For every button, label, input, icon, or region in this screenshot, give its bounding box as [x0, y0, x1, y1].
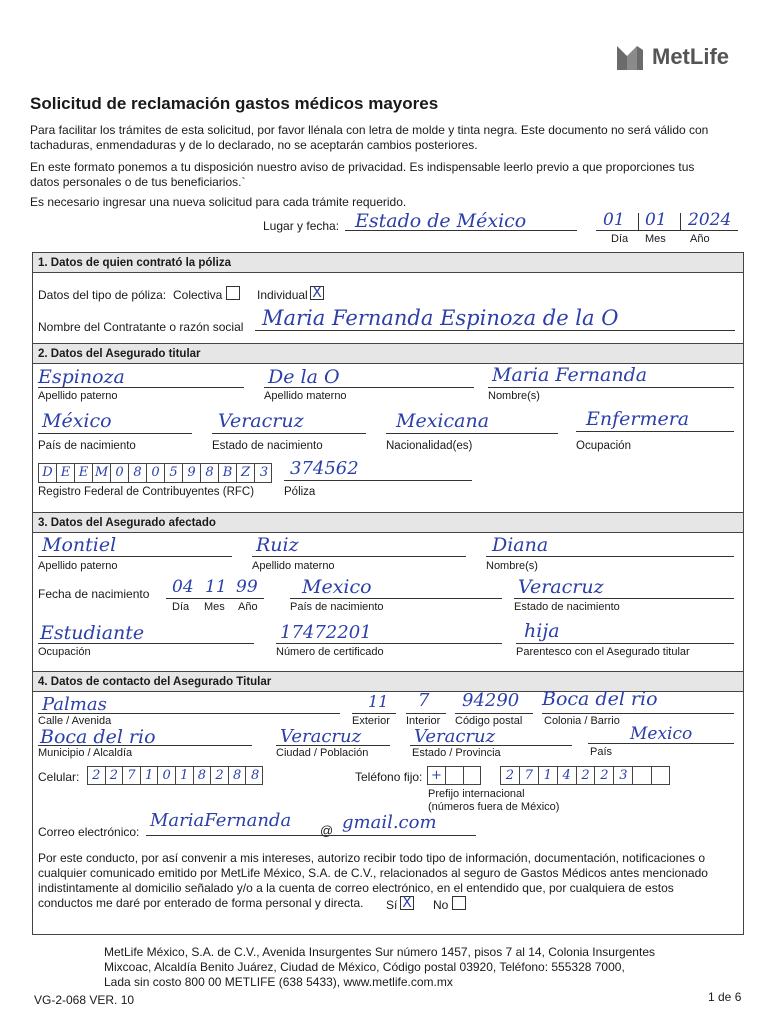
consent-yes-label: Sí [386, 898, 398, 912]
cell-boxes-cell: 8 [229, 767, 247, 784]
s3-relationship-value: hija [524, 620, 560, 642]
cell-boxes-cell: 2 [211, 767, 229, 784]
cell-boxes[interactable] [87, 766, 263, 785]
date-year: 2024 [688, 210, 732, 230]
s2-nationality-line [386, 433, 558, 434]
rfc-boxes-cell: 5 [165, 464, 183, 482]
s3-birth-country-label: País de nacimiento [290, 601, 384, 613]
s3-certificate-line [276, 643, 502, 644]
contractor-name-line [255, 330, 735, 331]
s4-country-value: Mexico [630, 724, 693, 744]
s3-relationship-line [516, 643, 734, 644]
date-year-label: Año [690, 233, 710, 245]
cell-boxes-cell: 0 [158, 767, 176, 784]
s4-city-line [276, 745, 390, 746]
email-label: Correo electrónico: [38, 825, 140, 839]
phone-boxes-cell [652, 767, 671, 784]
s2-occupation-line [576, 431, 734, 432]
date-month: 01 [645, 210, 667, 230]
individual-label: Individual [257, 288, 308, 302]
s2-names-label: Nombre(s) [488, 390, 540, 402]
policy-type-label: Datos del tipo de póliza: [38, 288, 167, 302]
s3-dob-day: 04 [172, 577, 194, 597]
metlife-logo-mark-icon [615, 42, 645, 72]
place-line [345, 230, 577, 231]
phone-boxes-cell: 2 [596, 767, 615, 784]
email-line [146, 835, 476, 836]
page-title: Solicitud de reclamación gastos médicos mayores [30, 94, 439, 113]
s4-city-value: Veracruz [280, 726, 362, 747]
s4-street-line [38, 713, 340, 714]
prefix-note: (números fuera de México) [428, 801, 560, 813]
intro-paragraph-1: Para facilitar los trámites de esta solicitud, por favor llénala con letra de molde y tinta negra. Este documento no será válido con tachaduras, enmendaduras y de lo declarado, no se aceptarán cambios posteriores. [30, 123, 709, 152]
metlife-logo [615, 42, 745, 72]
footer-line-2: Mixcoac, Alcaldía Benito Juárez, Ciudad de México, Código postal 03920, Teléfono: 555328 7000, [104, 960, 625, 974]
s3-paternal-value: Montiel [42, 534, 117, 556]
section-3-header: 3. Datos del Asegurado afectado [33, 513, 743, 533]
s2-names-value: Maria Fernanda [492, 364, 648, 386]
s4-street-value: Palmas [42, 694, 107, 715]
date-divider-2 [680, 213, 681, 230]
consent-text: Por este conducto, por así convenir a mis intereses, autorizo recibir todo tipo de información, documentación, notificaciones o cualquier comunicado emitido por MetLife México, S.A. de C.V., relacionados al seguro de Gastos Médicos antes mencionado indistintamente al domicilio señalado y/o a la cuenta de correo electrónico, en el entendido que, por cualquiera de estos conductos me daré por enterado de forma personal y directa. [38, 851, 708, 910]
rfc-boxes-cell: M [93, 464, 111, 482]
s3-birth-state-line [514, 598, 734, 599]
date-day: 01 [603, 210, 625, 230]
s4-country-label: País [590, 746, 613, 758]
s3-certificate-value: 17472201 [280, 622, 372, 643]
phone-label: Teléfono fijo: [355, 770, 423, 784]
rfc-boxes-cell: 9 [183, 464, 201, 482]
s2-policy-value: 374562 [290, 458, 359, 479]
s4-colony-line [542, 713, 734, 714]
s3-dob-month-label: Mes [204, 601, 225, 613]
contractor-name-value: Maria Fernanda Espinoza de la O [262, 306, 619, 330]
rfc-boxes-cell: E [57, 464, 75, 482]
s2-nationality-value: Mexicana [396, 410, 490, 432]
collective-label: Colectiva [173, 288, 223, 302]
s3-certificate-label: Número de certificado [276, 646, 384, 658]
rfc-boxes[interactable] [38, 463, 272, 483]
s3-maternal-label: Apellido materno [252, 560, 335, 572]
phone-boxes[interactable] [500, 766, 670, 785]
email-at: @ [320, 823, 334, 838]
s3-names-value: Diana [492, 534, 549, 556]
s4-municipality-value: Boca del rio [40, 726, 156, 748]
cell-boxes-cell: 1 [176, 767, 194, 784]
s4-street-label: Calle / Avenida [38, 715, 112, 727]
s2-names-line [488, 387, 734, 388]
phone-prefix-box[interactable] [427, 766, 481, 785]
s2-paternal-line [38, 387, 244, 388]
date-divider-1 [638, 213, 639, 230]
s2-birth-country-label: País de nacimiento [38, 440, 136, 452]
consent-yes-checkbox[interactable]: X [400, 896, 414, 910]
intro-paragraph-2: En este formato ponemos a tu disposición nuestro aviso de privacidad. Es indispensable leerlo previo a que proporciones tus datos personales o de tus beneficiarios.` [30, 160, 695, 189]
s2-nationality-label: Nacionalidad(es) [386, 440, 473, 452]
page-number: 1 de 6 [708, 990, 742, 1004]
rfc-boxes-cell: 0 [147, 464, 165, 482]
s2-birth-state-value: Veracruz [218, 410, 304, 432]
s3-relationship-label: Parentesco con el Asegurado titular [516, 646, 690, 658]
place-date-label: Lugar y fecha: [263, 219, 340, 233]
s3-dob-label: Fecha de nacimiento [38, 587, 150, 601]
s2-occupation-label: Ocupación [576, 440, 631, 452]
consent-no-checkbox[interactable] [452, 896, 466, 910]
s2-maternal-label: Apellido materno [264, 390, 347, 402]
s4-colony-label: Colonia / Barrio [544, 715, 620, 727]
cell-boxes-cell: 2 [88, 767, 106, 784]
footer-line-1: MetLife México, S.A. de C.V., Avenida Insurgentes Sur número 1457, pisos 7 al 14, Colonia Insurgentes [104, 945, 655, 959]
s3-birth-state-label: Estado de nacimiento [514, 601, 620, 613]
prefix-label: Prefijo internacional [428, 788, 525, 800]
email-user-value: MariaFernanda [150, 810, 292, 831]
s3-paternal-label: Apellido paterno [38, 560, 118, 572]
s3-dob-year-label: Año [238, 601, 258, 613]
s3-paternal-line [38, 556, 232, 557]
s3-birth-state-value: Veracruz [518, 576, 604, 598]
s4-colony-value: Boca del rio [542, 688, 658, 710]
s2-maternal-value: De la O [268, 366, 340, 388]
rfc-boxes-cell: 0 [111, 464, 129, 482]
rfc-boxes-cell: Z [237, 464, 255, 482]
phone-boxes-cell: 2 [577, 767, 596, 784]
s2-birth-state-line [212, 433, 366, 434]
s3-dob-year: 99 [236, 577, 258, 597]
date-line [596, 230, 738, 231]
cell-boxes-cell: 1 [141, 767, 159, 784]
section-4-header: 4. Datos de contacto del Asegurado Titular [33, 672, 743, 692]
place-value: Estado de México [355, 210, 527, 232]
individual-checkbox[interactable]: X [310, 286, 324, 300]
email-domain-value: gmail.com [342, 812, 437, 833]
rfc-boxes-cell: E [75, 464, 93, 482]
s3-names-line [486, 556, 734, 557]
cell-boxes-cell: 8 [194, 767, 212, 784]
s3-names-label: Nombre(s) [486, 560, 538, 572]
s2-maternal-line [264, 387, 474, 388]
s4-city-label: Ciudad / Población [276, 747, 369, 759]
collective-checkbox[interactable] [226, 286, 240, 300]
cell-boxes-cell: 2 [106, 767, 124, 784]
consent-no-label: No [433, 898, 449, 912]
s4-municipality-label: Municipio / Alcaldía [38, 747, 133, 759]
s4-country-line [588, 743, 734, 744]
rfc-label: Registro Federal de Contribuyentes (RFC) [38, 486, 255, 498]
s4-int-line [406, 713, 446, 714]
s2-birth-country-value: México [42, 410, 112, 432]
phone-prefix-cell: + [428, 767, 446, 784]
s3-dob-line [166, 598, 264, 599]
s3-dob-day-label: Día [172, 601, 190, 613]
s3-maternal-value: Ruiz [256, 534, 299, 556]
cell-boxes-cell: 8 [251, 768, 260, 783]
rfc-boxes-cell: D [39, 464, 57, 482]
date-month-label: Mes [645, 233, 666, 245]
phone-boxes-cell: 4 [558, 767, 577, 784]
s2-paternal-label: Apellido paterno [38, 390, 118, 402]
s4-ext-label: Exterior [352, 715, 390, 727]
s4-state-line [410, 745, 572, 746]
s4-ext-line [352, 713, 396, 714]
section-1-header: 1. Datos de quien contrató la póliza [33, 253, 743, 273]
s3-occupation-label: Ocupación [38, 646, 91, 658]
intro-paragraph-3: Es necesario ingresar una nueva solicitud para cada trámite requerido. [30, 195, 407, 209]
phone-boxes-cell [633, 767, 652, 784]
phone-boxes-cell: 1 [539, 767, 558, 784]
s4-municipality-line [38, 745, 252, 746]
s4-int-value: 7 [418, 690, 430, 711]
s4-state-value: Veracruz [414, 726, 496, 747]
s3-occupation-line [38, 643, 254, 644]
date-day-label: Día [611, 233, 629, 245]
metlife-logo-text: MetLife [652, 44, 729, 69]
s2-birth-state-label: Estado de nacimiento [212, 440, 323, 452]
rfc-boxes-cell: 8 [201, 464, 219, 482]
s3-birth-country-value: Mexico [302, 576, 372, 598]
phone-boxes-cell: 7 [520, 767, 539, 784]
rfc-boxes-cell: B [219, 464, 237, 482]
s2-birth-country-line [38, 433, 192, 434]
s4-int-label: Interior [406, 715, 441, 727]
contractor-name-label: Nombre del Contratante o razón social [38, 320, 244, 334]
s2-occupation-value: Enfermera [586, 408, 690, 430]
cell-boxes-cell: 7 [123, 767, 141, 784]
s3-occupation-value: Estudiante [40, 622, 145, 644]
cell-label: Celular: [38, 770, 80, 784]
s2-policy-label: Póliza [284, 486, 316, 498]
s4-state-label: Estado / Provincia [412, 747, 501, 759]
footer-line-3: Lada sin costo 800 00 METLIFE (638 5433), www.metlife.com.mx [104, 975, 453, 989]
s2-policy-line [284, 480, 472, 481]
s3-dob-month: 11 [205, 577, 227, 597]
rfc-boxes-cell: 3 [259, 465, 269, 480]
s2-paternal-value: Espinoza [38, 366, 125, 388]
phone-prefix-cell-2 [446, 767, 464, 784]
s4-zip-line [455, 713, 533, 714]
phone-boxes-cell: 2 [501, 767, 520, 784]
s3-birth-country-line [290, 598, 502, 599]
s3-maternal-line [252, 556, 466, 557]
s4-zip-value: 94290 [462, 690, 520, 711]
phone-boxes-cell: 3 [614, 767, 633, 784]
s4-ext-value: 11 [368, 692, 389, 711]
section-2-header: 2. Datos del Asegurado titular [33, 344, 743, 364]
s4-zip-label: Código postal [455, 715, 523, 727]
rfc-boxes-cell: 8 [129, 464, 147, 482]
form-code: VG-2-068 VER. 10 [34, 993, 135, 1007]
